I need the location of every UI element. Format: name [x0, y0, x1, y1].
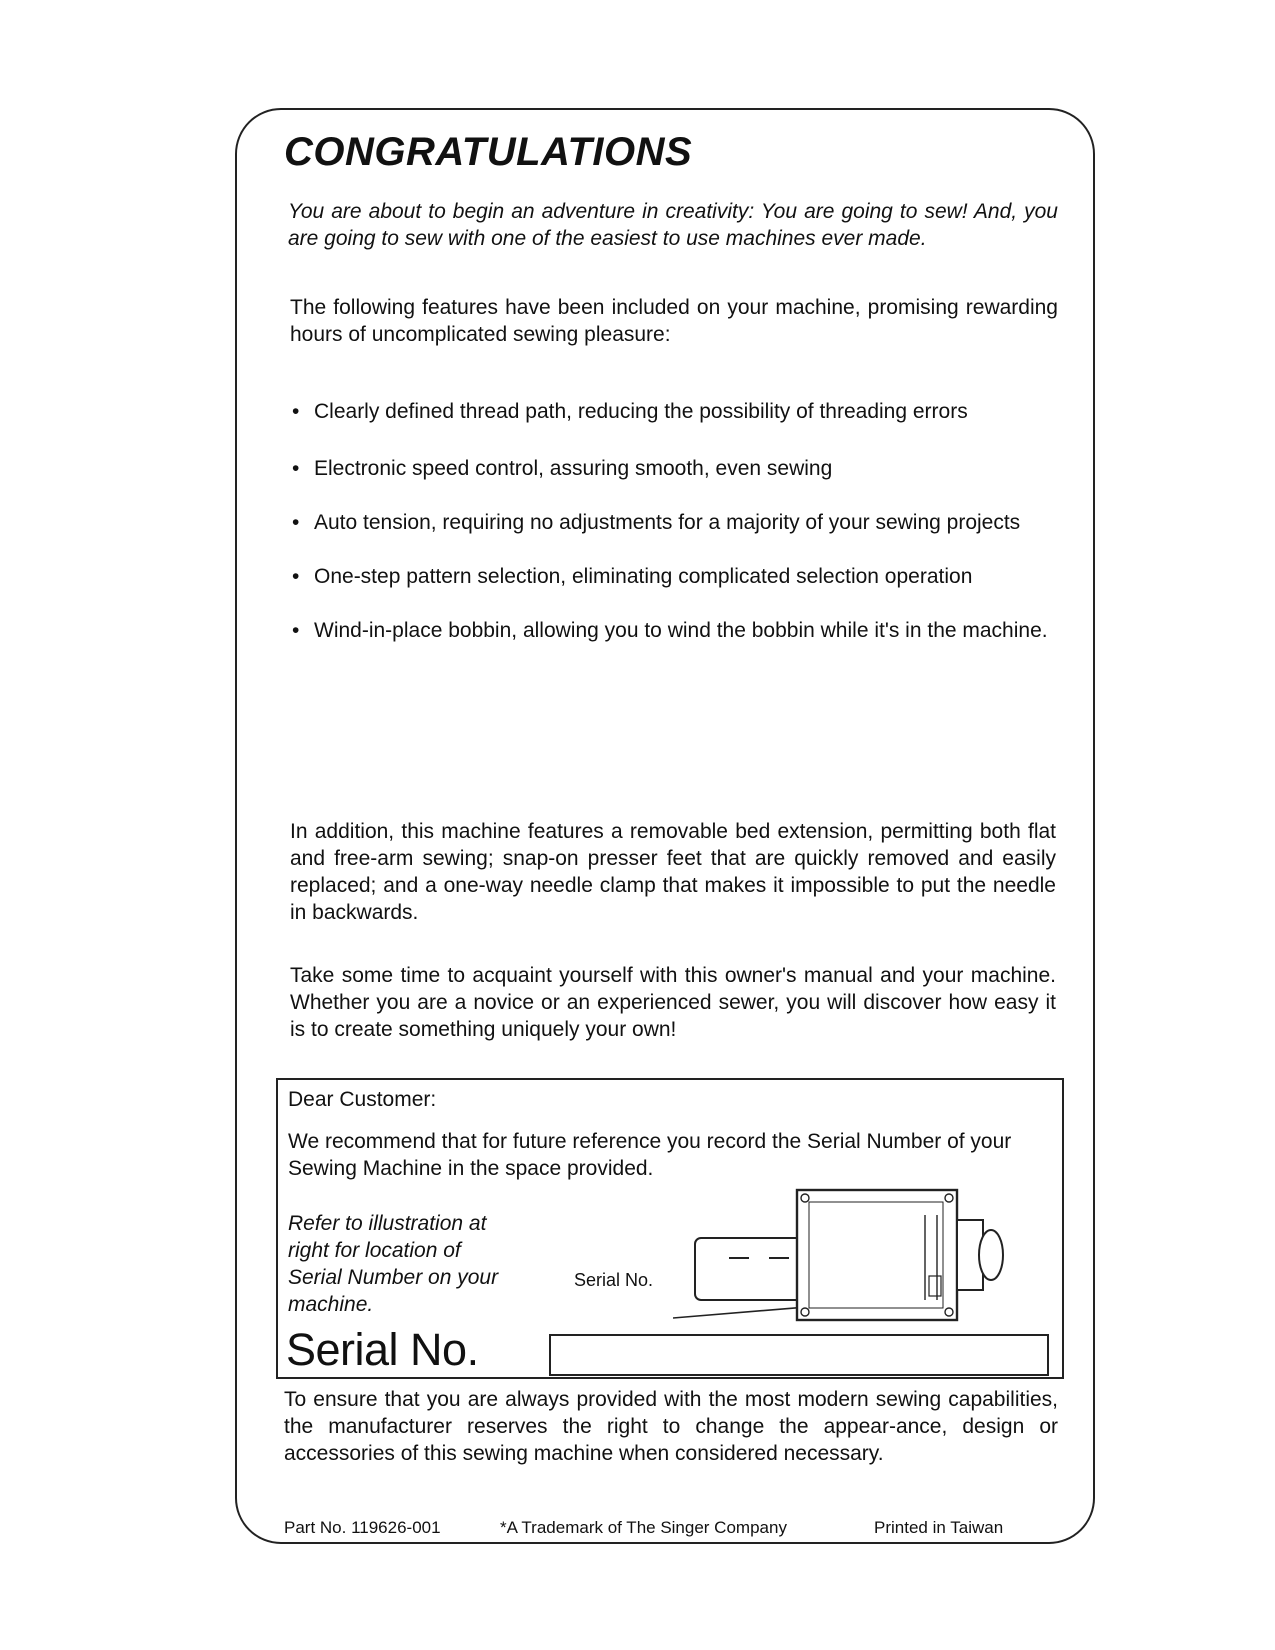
sewing-machine-illustration: [673, 1180, 1023, 1330]
list-item: • One-step pattern selection, eliminating complicated selection operation: [292, 565, 973, 588]
customer-box: [276, 1078, 1064, 1379]
list-item: • Clearly defined thread path, reducing the possibility of threading errors: [292, 400, 968, 423]
recommendation-text: We recommend that for future reference you record the Serial Number of your Sewing Machine in the space provided.: [288, 1130, 1012, 1180]
customer-greeting: Dear Customer:: [288, 1088, 437, 1111]
addition-paragraph: In addition, this machine features a removable bed extension, permitting both flat and free-arm sewing; snap-on presser feet that are quickly removed and easily replaced; and a one-way needle clamp that makes it impossible to put the needle in backwards.: [290, 820, 1056, 924]
printed-location: Printed in Taiwan: [874, 1518, 1004, 1537]
features-intro-paragraph: The following features have been included on your machine, promising rewarding hours of uncomplicated sewing pleasure:: [290, 296, 1058, 346]
features-list: [290, 398, 1060, 671]
acquaint-paragraph: Take some time to acquaint yourself with this owner's manual and your machine. Whether you are a novice or an experienced sewer, you will discover how easy it is to create something uniquely your own!: [290, 964, 1056, 1041]
part-number: Part No. 119626-001: [284, 1518, 441, 1537]
serial-number-label: Serial No.: [286, 1324, 479, 1375]
refer-note: Refer to illustration at right for location of Serial Number on your machine.: [288, 1212, 499, 1316]
bullet-icon: •: [292, 457, 300, 480]
page-title: CONGRATULATIONS: [284, 130, 693, 174]
list-item: • Auto tension, requiring no adjustments for a majority of your sewing projects: [292, 511, 1021, 534]
bullet-icon: •: [292, 619, 300, 642]
disclaimer-paragraph: To ensure that you are always provided with the most modern sewing capabilities, the manufacturer reserves the right to change the appear-ance, design or accessories of this sewing machine when considered necessary.: [284, 1388, 1058, 1465]
list-item: • Wind-in-place bobbin, allowing you to wind the bobbin while it's in the machine.: [292, 619, 1048, 642]
bullet-icon: •: [292, 400, 300, 423]
bullet-icon: •: [292, 565, 300, 588]
serial-number-field[interactable]: [549, 1334, 1049, 1376]
trademark-note: *A Trademark of The Singer Company: [500, 1518, 787, 1537]
list-item: • Electronic speed control, assuring smooth, even sewing: [292, 457, 833, 480]
illustration-serial-label: Serial No.: [574, 1270, 654, 1290]
intro-paragraph: You are about to begin an adventure in creativity: You are going to sew! And, you are going to sew with one of the easiest to use machines ever made.: [288, 200, 1058, 250]
bullet-icon: •: [292, 511, 300, 534]
